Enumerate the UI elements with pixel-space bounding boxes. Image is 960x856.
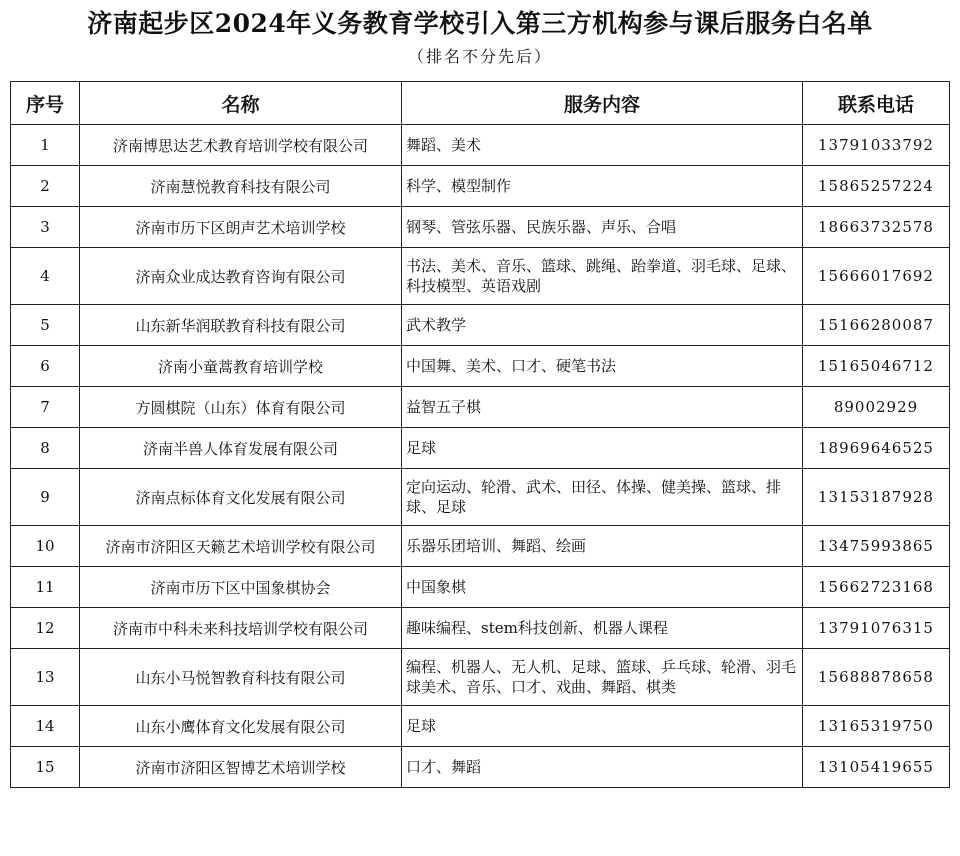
whitelist-table xyxy=(10,81,950,788)
row-index: 7 xyxy=(11,387,80,428)
row-index: 12 xyxy=(11,608,80,649)
table-row xyxy=(11,305,950,346)
contact-phone: 13791076315 xyxy=(803,608,950,649)
service-content: 定向运动、轮滑、武术、田径、体操、健美操、篮球、排球、足球 xyxy=(402,469,803,526)
table-row xyxy=(11,125,950,166)
org-name: 山东小鹰体育文化发展有限公司 xyxy=(80,706,402,747)
table-row xyxy=(11,747,950,788)
row-index: 14 xyxy=(11,706,80,747)
org-name: 山东小马悦智教育科技有限公司 xyxy=(80,649,402,706)
row-index: 9 xyxy=(11,469,80,526)
contact-phone: 13791033792 xyxy=(803,125,950,166)
org-name: 济南市中科未来科技培训学校有限公司 xyxy=(80,608,402,649)
row-index: 2 xyxy=(11,166,80,207)
table-row xyxy=(11,166,950,207)
contact-phone: 13165319750 xyxy=(803,706,950,747)
column-header-name: 名称 xyxy=(80,82,402,125)
table-header-row xyxy=(11,82,950,125)
contact-phone: 89002929 xyxy=(803,387,950,428)
table-row xyxy=(11,469,950,526)
table-row xyxy=(11,207,950,248)
service-content: 乐器乐团培训、舞蹈、绘画 xyxy=(402,526,803,567)
document-subtitle: （排名不分先后） xyxy=(407,47,552,66)
contact-phone: 15865257224 xyxy=(803,166,950,207)
table-row xyxy=(11,248,950,305)
contact-phone: 18663732578 xyxy=(803,207,950,248)
service-content: 趣味编程、stem科技创新、机器人课程 xyxy=(402,608,803,649)
service-content: 益智五子棋 xyxy=(402,387,803,428)
table-row xyxy=(11,346,950,387)
table-row xyxy=(11,387,950,428)
service-content: 足球 xyxy=(402,706,803,747)
service-content: 编程、机器人、无人机、足球、篮球、乒乓球、轮滑、羽毛球美术、音乐、口才、戏曲、舞蹈、棋类 xyxy=(402,649,803,706)
table-row xyxy=(11,526,950,567)
contact-phone: 15688878658 xyxy=(803,649,950,706)
column-header-phone: 联系电话 xyxy=(803,82,950,125)
service-content: 中国舞、美术、口才、硬笔书法 xyxy=(402,346,803,387)
service-content: 书法、美术、音乐、篮球、跳绳、跆拳道、羽毛球、足球、科技模型、英语戏剧 xyxy=(402,248,803,305)
org-name: 济南众业成达教育咨询有限公司 xyxy=(80,248,402,305)
row-index: 8 xyxy=(11,428,80,469)
contact-phone: 13153187928 xyxy=(803,469,950,526)
row-index: 15 xyxy=(11,747,80,788)
service-content: 钢琴、管弦乐器、民族乐器、声乐、合唱 xyxy=(402,207,803,248)
contact-phone: 18969646525 xyxy=(803,428,950,469)
org-name: 济南市历下区中国象棋协会 xyxy=(80,567,402,608)
table-row xyxy=(11,649,950,706)
service-content: 中国象棋 xyxy=(402,567,803,608)
org-name: 山东新华润联教育科技有限公司 xyxy=(80,305,402,346)
org-name: 济南博思达艺术教育培训学校有限公司 xyxy=(80,125,402,166)
service-content: 足球 xyxy=(402,428,803,469)
contact-phone: 13475993865 xyxy=(803,526,950,567)
column-header-index: 序号 xyxy=(11,82,80,125)
org-name: 济南半兽人体育发展有限公司 xyxy=(80,428,402,469)
row-index: 4 xyxy=(11,248,80,305)
document-title: 济南起步区2024年义务教育学校引入第三方机构参与课后服务白名单 xyxy=(87,9,873,38)
row-index: 6 xyxy=(11,346,80,387)
service-content: 舞蹈、美术 xyxy=(402,125,803,166)
row-index: 3 xyxy=(11,207,80,248)
org-name: 济南市济阳区智博艺术培训学校 xyxy=(80,747,402,788)
row-index: 11 xyxy=(11,567,80,608)
row-index: 1 xyxy=(11,125,80,166)
table-row xyxy=(11,428,950,469)
org-name: 济南市济阳区天籁艺术培训学校有限公司 xyxy=(80,526,402,567)
contact-phone: 13105419655 xyxy=(803,747,950,788)
org-name: 济南小童蒿教育培训学校 xyxy=(80,346,402,387)
table-row xyxy=(11,706,950,747)
contact-phone: 15662723168 xyxy=(803,567,950,608)
contact-phone: 15166280087 xyxy=(803,305,950,346)
org-name: 济南慧悦教育科技有限公司 xyxy=(80,166,402,207)
service-content: 口才、舞蹈 xyxy=(402,747,803,788)
contact-phone: 15666017692 xyxy=(803,248,950,305)
org-name: 济南点标体育文化发展有限公司 xyxy=(80,469,402,526)
table-row xyxy=(11,567,950,608)
org-name: 方圆棋院（山东）体育有限公司 xyxy=(80,387,402,428)
contact-phone: 15165046712 xyxy=(803,346,950,387)
table-row xyxy=(11,608,950,649)
service-content: 科学、模型制作 xyxy=(402,166,803,207)
row-index: 10 xyxy=(11,526,80,567)
column-header-service: 服务内容 xyxy=(402,82,803,125)
row-index: 5 xyxy=(11,305,80,346)
org-name: 济南市历下区朗声艺术培训学校 xyxy=(80,207,402,248)
row-index: 13 xyxy=(11,649,80,706)
service-content: 武术教学 xyxy=(402,305,803,346)
